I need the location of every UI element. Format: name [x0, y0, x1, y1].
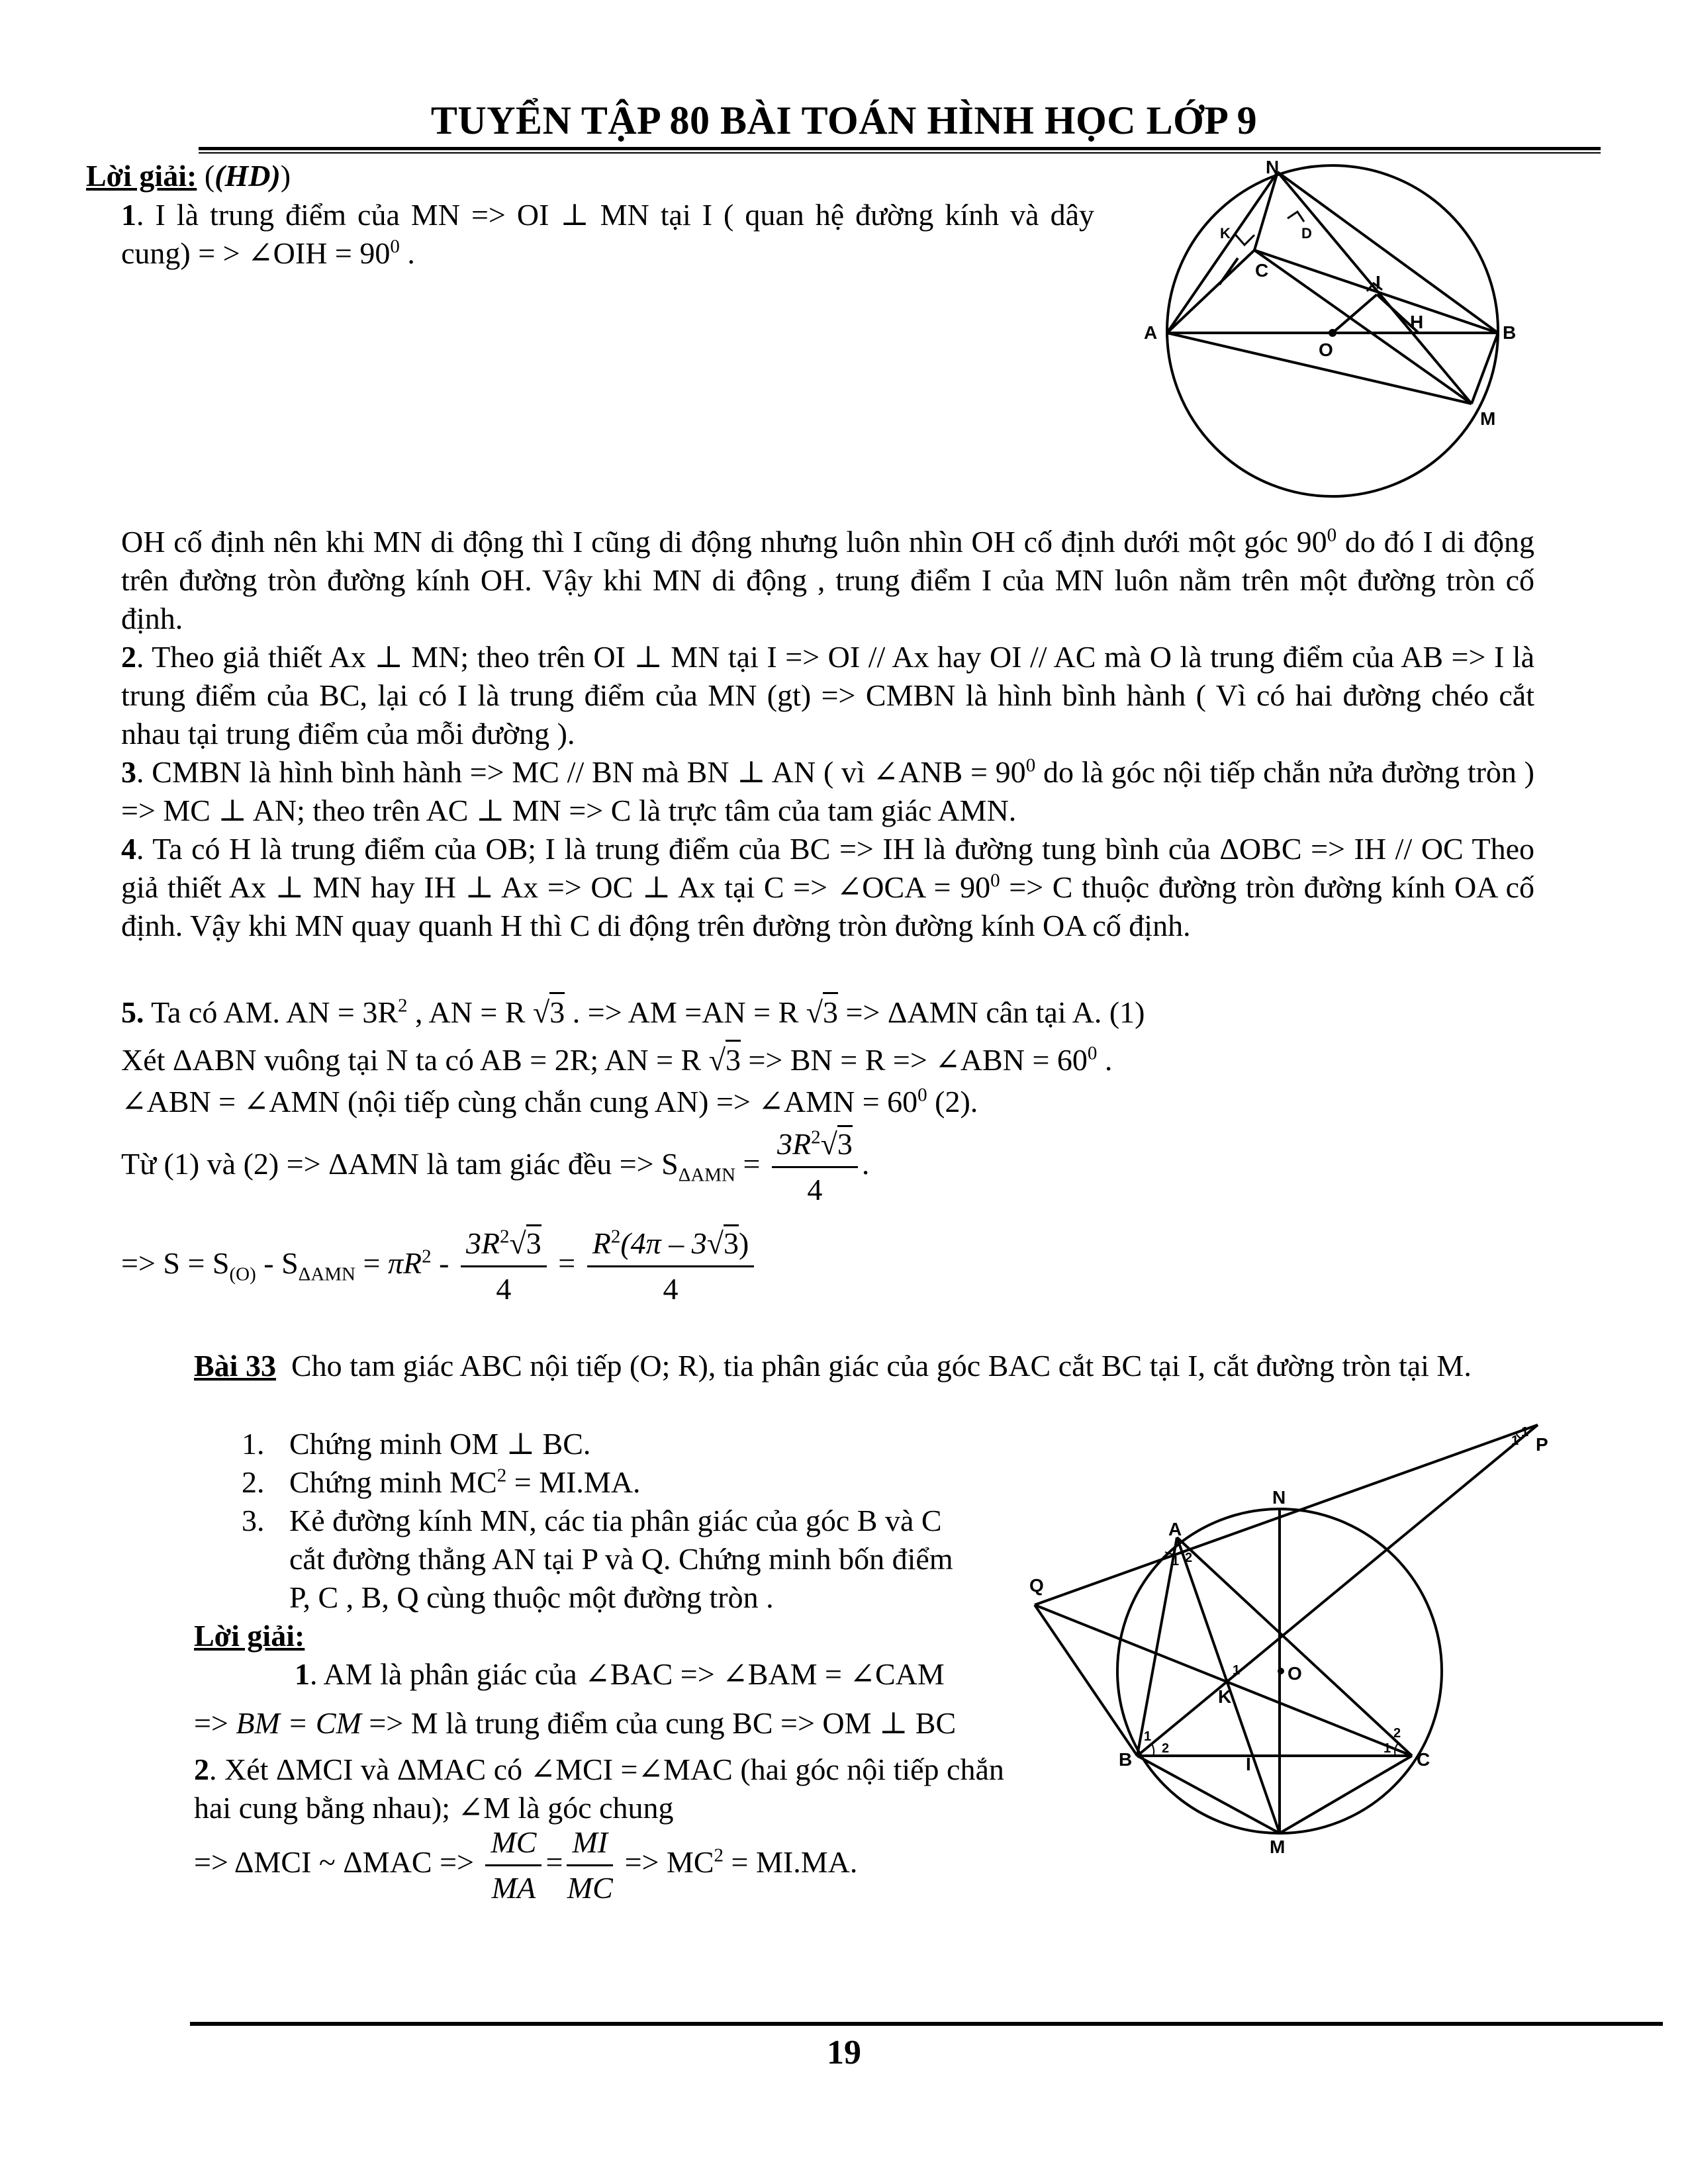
- fig2-label-C: C: [1417, 1749, 1430, 1770]
- fig1-label-N: N: [1266, 157, 1280, 177]
- fig2-label-B: B: [1119, 1749, 1133, 1770]
- problem-33-solution-1b: => BM = CM => M là trung điểm của cung BC => OM ⊥ BC: [194, 1706, 957, 1740]
- problem-33-solution-heading: Lời giải:: [194, 1619, 305, 1653]
- figure-circle-amn: [1112, 152, 1523, 523]
- area-fraction-2: $\frac{3R^2√3}{4}$: [461, 1224, 547, 1308]
- area-fraction: $\frac{3R^2√3}{4}$: [772, 1125, 858, 1209]
- fig2-label-M: M: [1270, 1837, 1286, 1857]
- footer-rule: [190, 2022, 1663, 2026]
- svg-text:1: 1: [1172, 1554, 1180, 1569]
- solution-part-2: 2. Theo giả thiết Ax ⊥ MN; theo trên OI ⊥ MN tại I => OI // Ax hay OI // AC mà O là trung điểm của AB => I là trung điểm của BC, lại có I là trung điểm của MN (gt) => CMBN là hình bình hành ( Vì có hai đường chéo cắt nhau tại trung điểm của mỗi đường ).: [121, 640, 1534, 751]
- solution-heading: Lời giải: ((HD)): [86, 159, 291, 193]
- fig1-label-K: K: [1220, 225, 1231, 242]
- page-number: 19: [827, 2034, 861, 2071]
- svg-text:1: 1: [1511, 1433, 1519, 1448]
- problem-33-item-3: 3. Kẻ đường kính MN, các tia phân giác của góc B và C cắt đường thẳng AN tại P và Q. Chứng minh bốn điểm P, C , B, Q cùng thuộc một đường tròn .: [242, 1504, 953, 1614]
- solution-line-6: Xét ΔABN vuông tại N ta có AB = 2R; AN = R √3 => BN = R => ∠ABN = $60^0$ .: [121, 1041, 1112, 1079]
- problem-33-solution-1: 1. AM là phân giác của ∠BAC => ∠BAM = ∠CAM: [295, 1657, 945, 1691]
- fig1-label-I: I: [1376, 272, 1381, 293]
- figure-triangle-abc: [1019, 1410, 1562, 1860]
- document-header: TUYỂN TẬP 80 BÀI TOÁN HÌNH HỌC LỚP 9: [430, 99, 1258, 142]
- svg-text:1: 1: [1233, 1663, 1241, 1678]
- fig2-label-P: P: [1536, 1434, 1548, 1455]
- header-rule: [199, 147, 1601, 150]
- problem-33-item-2: 2. Chứng minh $MC^2 = MI.MA$.: [242, 1465, 641, 1499]
- area-fraction-3: $\frac{R^2(4\pi - 3√3)}{4}$: [587, 1224, 755, 1308]
- fig1-label-C: C: [1255, 260, 1269, 281]
- solution-line-9: => $S = S_{(O)} - S_{\Delta AMN} = \pi R^2$ - $\frac{3R^2√3}{4}$ = $\frac{R^2(4\pi - 3√3)}{4}$: [121, 1224, 758, 1308]
- fig2-label-A: A: [1168, 1519, 1182, 1539]
- svg-text:2: 2: [1162, 1741, 1170, 1756]
- problem-33-item-1: 1. Chứng minh OM ⊥ BC.: [242, 1427, 591, 1461]
- fig2-label-K: K: [1218, 1686, 1232, 1707]
- problem-33-statement: Bài 33 Cho tam giác ABC nội tiếp (O; R), tia phân giác của góc BAC cắt BC tại I, cắt đường tròn tại M.: [194, 1349, 1472, 1383]
- solution-line-7: ∠ABN = ∠AMN (nội tiếp cùng chắn cung AN) => ∠AMN = $60^0$ (2).: [121, 1084, 978, 1118]
- fig2-label-I: I: [1246, 1754, 1251, 1774]
- solution-part-5: 5. Ta có AM. AN = $3R^2$ , AN = R √3 . => AM =AN = R √3 => ΔAMN cân tại A. (1): [121, 993, 1145, 1032]
- fig1-label-B: B: [1503, 322, 1517, 343]
- solution-part-1-cont: OH cố định nên khi MN di động thì I cũng di động nhưng luôn nhìn OH cố định dưới một góc $90^0$ do đó I di động trên đường tròn đường kính OH. Vậy khi MN di động , trung điểm I của MN luôn nằm trên một đường tròn cố định.: [121, 524, 1534, 635]
- svg-text:1: 1: [1383, 1741, 1391, 1756]
- fig2-label-O: O: [1288, 1663, 1302, 1684]
- fig1-label-A: A: [1144, 322, 1158, 343]
- svg-text:2: 2: [1393, 1726, 1401, 1741]
- fig2-label-N: N: [1272, 1487, 1286, 1508]
- solution-part-4: 4. Ta có H là trung điểm của OB; I là trung điểm của BC => IH là đường tung bình của ΔOBC => IH // OC Theo giả thiết Ax ⊥ MN hay IH ⊥ Ax => OC ⊥ Ax tại C => ∠OCA = $90^0 => C$ thuộc đường tròn đường kính OA cố định. Vậy khi MN quay quanh H thì C di động trên đường tròn đường kính OA cố định.: [121, 832, 1534, 942]
- svg-text:1: 1: [1144, 1729, 1152, 1744]
- fig1-label-D: D: [1301, 225, 1312, 242]
- problem-33-solution-2: 2. Xét ΔMCI và ΔMAC có ∠MCI =∠MAC (hai góc nội tiếp chắn hai cung bằng nhau); ∠M là góc chung: [194, 1752, 1004, 1825]
- solution-part-1: 1. I là trung điểm của MN => OI ⊥ MN tại I ( quan hệ đường kính và dây cung) = > ∠OIH = $90^0$ .: [121, 198, 1094, 270]
- problem-33-solution-3: => ΔMCI ~ ΔMAC => $\frac{MC}{MA}$ = $\frac{MI}{MC}$ => $MC^2 = MI.MA$.: [194, 1823, 857, 1907]
- fig1-label-H: H: [1410, 312, 1424, 332]
- fig1-label-M: M: [1480, 408, 1496, 429]
- svg-text:2: 2: [1185, 1551, 1193, 1565]
- fig2-label-Q: Q: [1029, 1575, 1044, 1596]
- svg-text:1: 1: [1521, 1425, 1529, 1439]
- fig1-label-O: O: [1319, 340, 1333, 360]
- solution-part-3: 3. CMBN là hình bình hành => MC // BN mà BN ⊥ AN ( vì ∠ANB = $90^0$ do là góc nội tiếp chắn nửa đường tròn ) => MC ⊥ AN; theo trên AC ⊥ MN => C là trực tâm của tam giác AMN.: [121, 754, 1534, 827]
- solution-line-8: Từ (1) và (2) => ΔAMN là tam giác đều => $S_{\Delta AMN}$ = $\frac{3R^2√3}{4}$ .: [121, 1125, 869, 1209]
